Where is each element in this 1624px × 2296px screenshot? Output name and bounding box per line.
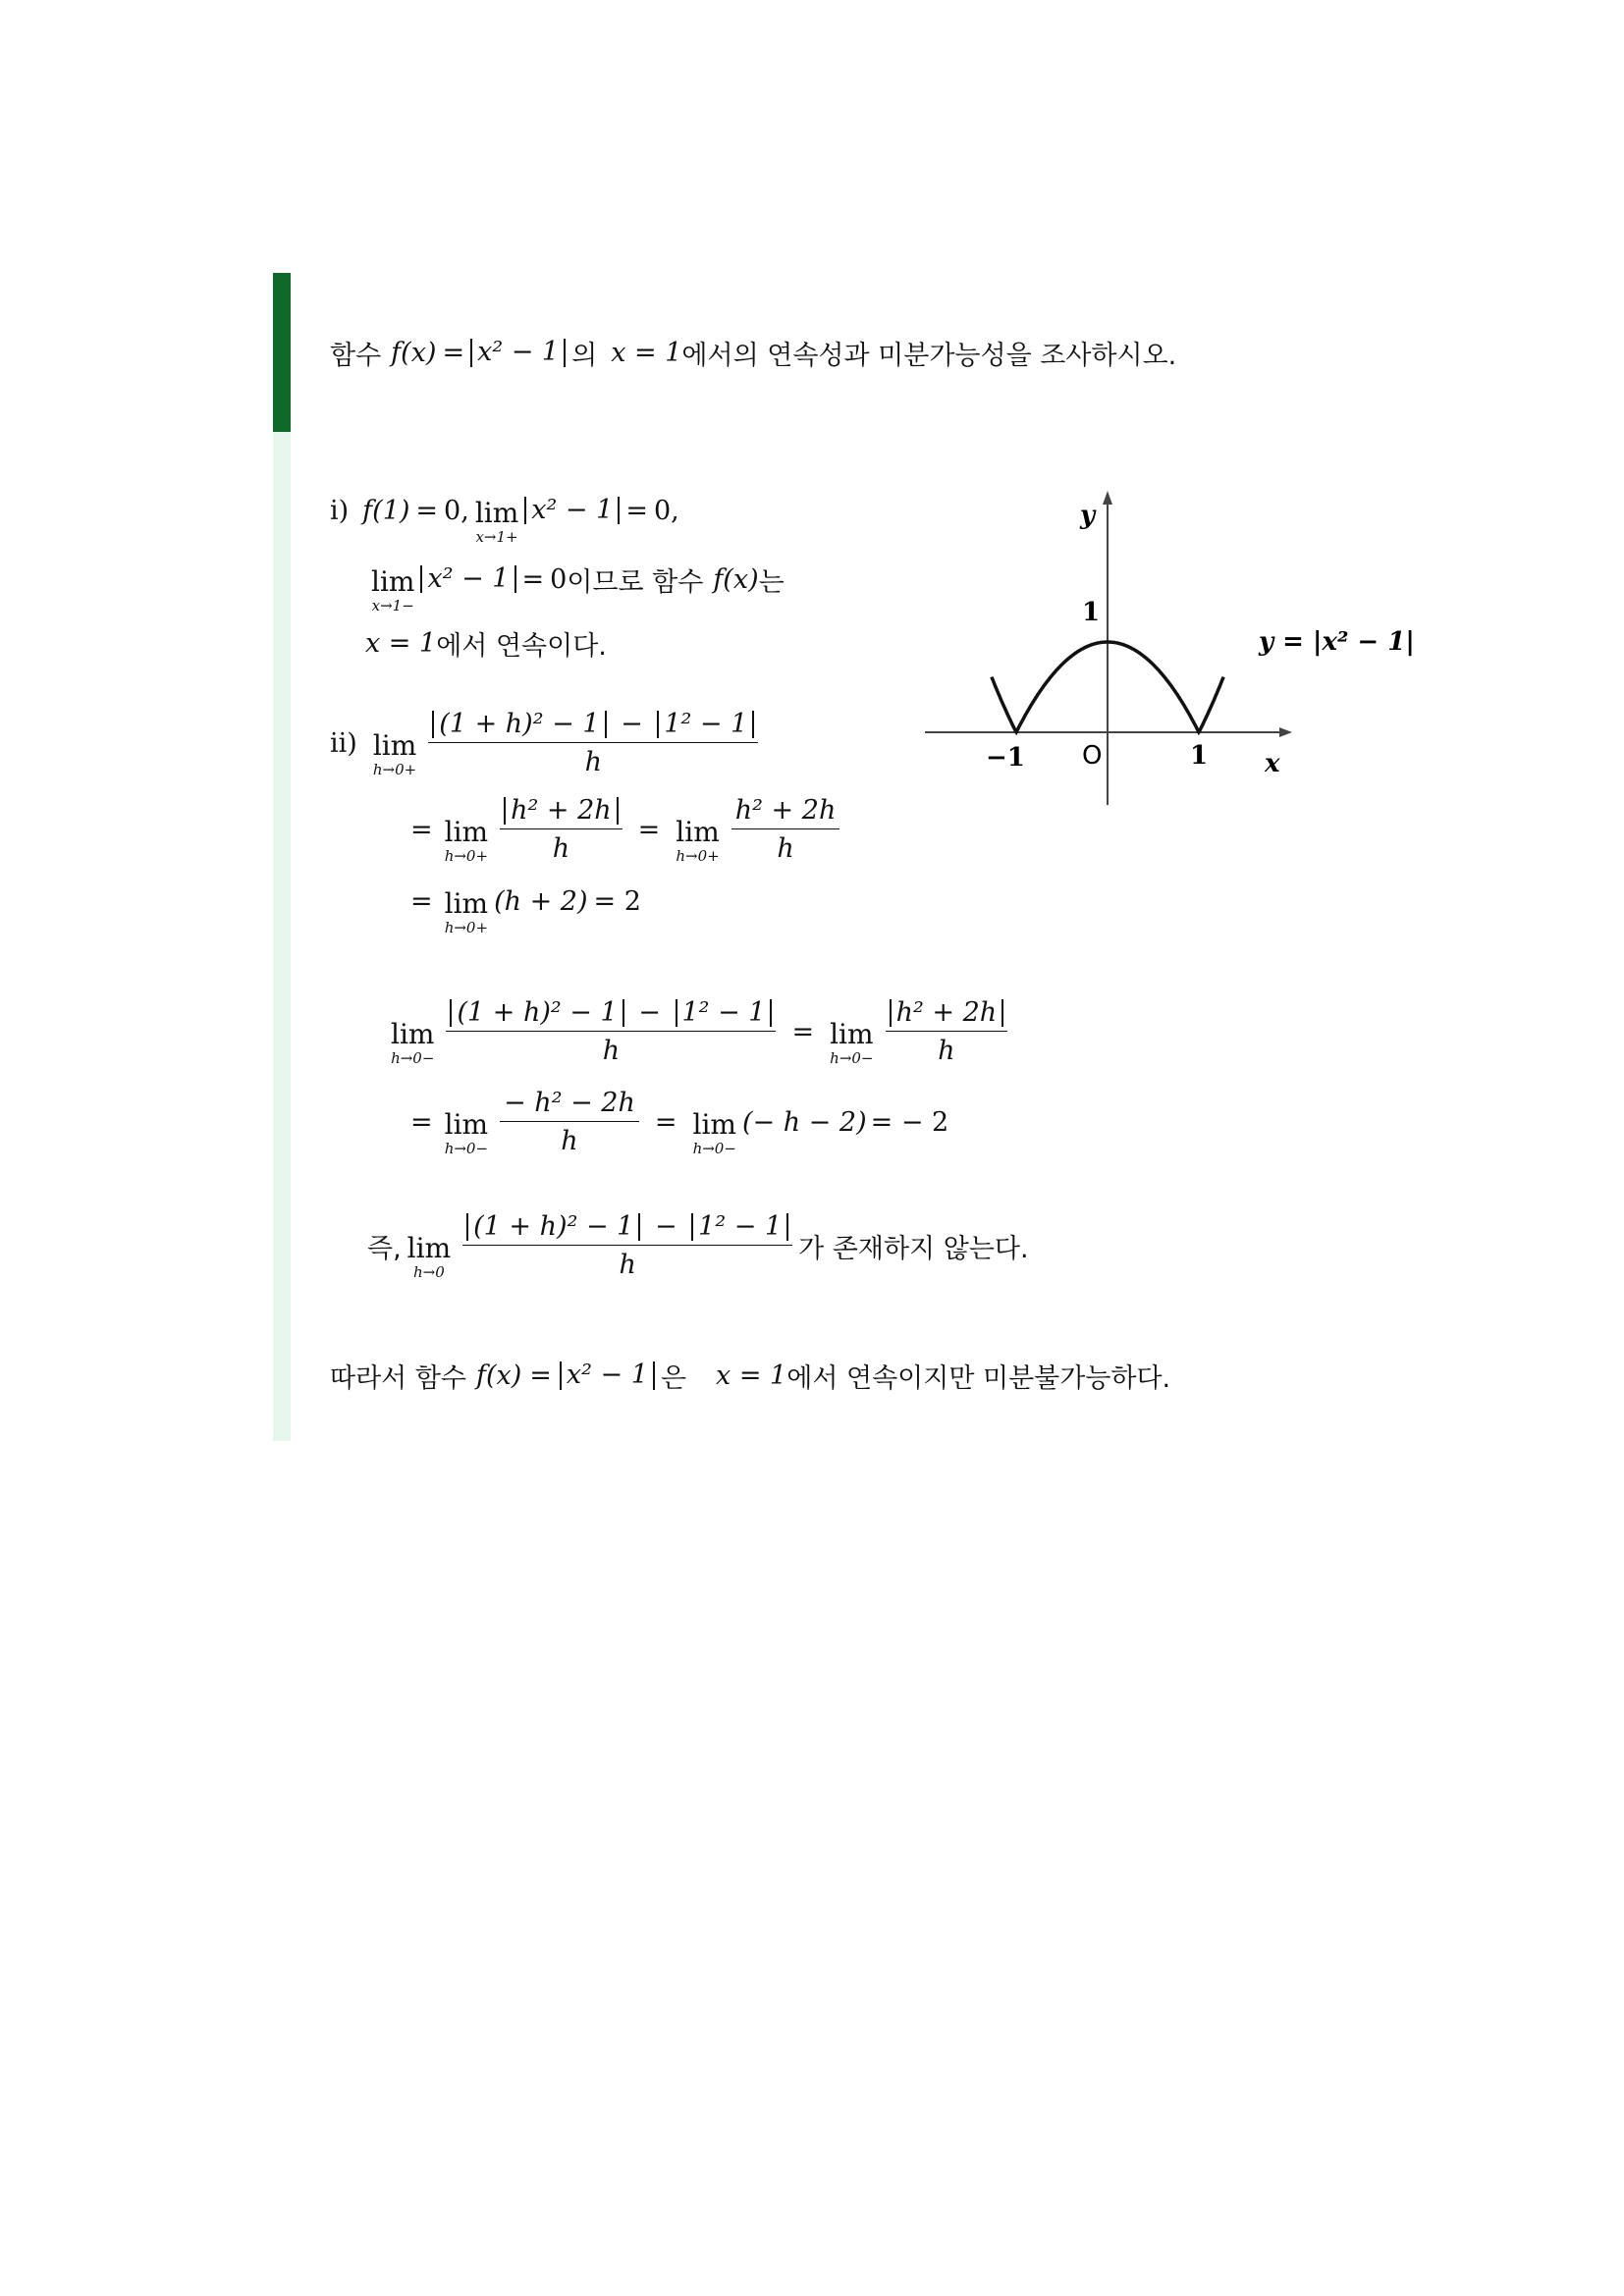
eq: =: [410, 1106, 433, 1138]
step1-fx: f(x): [713, 563, 759, 595]
conclusion-eq: =: [529, 1361, 552, 1391]
r-value: = 2: [593, 885, 641, 917]
function-graph: [913, 481, 1424, 815]
lim-sub: x→1+: [475, 528, 518, 546]
den: h: [584, 747, 602, 777]
lim-right: [445, 818, 488, 865]
num-abs1: (1 + h)² − 1: [450, 999, 623, 1027]
frac-left: [500, 1088, 639, 1156]
num-minus: −: [638, 997, 661, 1028]
origin-label: O: [1082, 741, 1103, 771]
question-pre: 함수: [330, 341, 382, 371]
step2-right-line2: [410, 795, 845, 864]
lim-word: lim: [692, 1108, 736, 1141]
step1-lim-right: [475, 499, 518, 546]
lim-word: lim: [372, 729, 417, 762]
lim-sub: h→0: [413, 1263, 445, 1281]
x-tick-neg1: −1: [986, 743, 1025, 773]
lim-sub: h→0+: [372, 761, 417, 778]
step2-left-line2: [410, 1088, 948, 1156]
lim-right: [676, 818, 719, 865]
r-expr: (h + 2): [494, 885, 588, 917]
step2-right-line3: [410, 878, 641, 936]
eq: =: [637, 814, 661, 845]
lim-sub: h→0−: [391, 1049, 435, 1067]
lim-sub: x→1−: [371, 597, 414, 614]
r-num2: h² + 2h: [731, 795, 840, 829]
question-particle: 의: [571, 341, 598, 371]
question-accent-bar: [273, 273, 291, 432]
step2-conclusion-line: [367, 1211, 1029, 1280]
step1-line3: [365, 624, 607, 663]
conclusion-fx: f(x): [476, 1361, 522, 1391]
step1-f1: f(1): [362, 495, 410, 526]
step2-lim-right: [373, 731, 416, 778]
step1-label: i): [330, 495, 350, 526]
conclusion-text: 에서 연속이지만 미분불가능하다.: [786, 1363, 1171, 1394]
num-abs2: 1² − 1: [657, 711, 754, 738]
solution-accent-bar: [273, 432, 291, 1441]
den: h: [602, 1036, 621, 1066]
step1-f1-value: 0,: [444, 495, 469, 526]
l-value: = − 2: [870, 1106, 949, 1138]
step1-fx-particle: 는: [758, 566, 785, 598]
step1-line1: [330, 487, 679, 546]
lim-word: lim: [444, 887, 489, 920]
lim-sub: h→0+: [676, 847, 720, 865]
lim-right: [445, 889, 488, 936]
curve-label: y = |x² − 1|: [1259, 627, 1415, 657]
lim-word: lim: [391, 1018, 435, 1050]
question-point: x = 1: [611, 338, 682, 368]
frac-abs: [886, 997, 1008, 1066]
num-minus: −: [654, 1211, 677, 1242]
l-abs: h² + 2h: [890, 999, 1004, 1027]
question-text: 에서의 연속성과 미분가능성을 조사하시오.: [681, 341, 1177, 371]
step1-concl-text: 에서 연속이다.: [436, 631, 607, 662]
lim-left: [445, 1110, 488, 1157]
step1-eq: =: [415, 495, 439, 526]
step1-abs-left: x² − 1: [420, 565, 515, 593]
x-axis-label: x: [1265, 749, 1280, 778]
lim-left: [830, 1020, 873, 1067]
den: h: [552, 833, 570, 864]
den: h: [619, 1250, 636, 1280]
conclusion-pre: 따라서 함수: [330, 1363, 466, 1394]
lim-word: lim: [474, 497, 519, 529]
step1-left-value: 0: [550, 563, 568, 595]
difference-quotient: [446, 997, 776, 1066]
eq: =: [791, 1016, 815, 1047]
difference-quotient: [428, 709, 758, 777]
lim-word: lim: [676, 816, 720, 848]
lim-sub: h→0+: [444, 847, 489, 865]
lim-left: [693, 1110, 736, 1157]
conclusion-particle: 은: [660, 1363, 687, 1394]
question-line: [330, 334, 1176, 372]
lim-sub: h→0−: [830, 1049, 874, 1067]
num-minus: −: [621, 709, 643, 739]
step2-right-line1: [330, 709, 764, 777]
lim-word: lim: [406, 1232, 452, 1264]
lim-left: [391, 1020, 434, 1067]
lim-sub: h→0−: [444, 1140, 489, 1157]
step1-lim-left: [371, 567, 414, 614]
step2-label: ii): [330, 727, 357, 759]
den: h: [777, 833, 794, 864]
step2-left-line1: [385, 997, 1013, 1066]
lim-word: lim: [444, 1108, 489, 1141]
step1-eq3: =: [521, 563, 545, 595]
eq: =: [654, 1106, 677, 1138]
lim-word: lim: [830, 1018, 874, 1050]
num-abs1: (1 + h)² − 1: [432, 711, 606, 738]
frac-abs: [500, 795, 623, 864]
lim-sub: h→0−: [692, 1140, 736, 1157]
step1-right-value: 0,: [653, 495, 679, 526]
step1-line2: [365, 556, 785, 614]
conclusion-abs: x² − 1: [560, 1362, 655, 1389]
y-tick-1: 1: [1082, 598, 1101, 627]
concl-pre: 즉,: [367, 1233, 402, 1264]
question-eq: =: [442, 338, 465, 368]
conclusion-point: x = 1: [716, 1361, 787, 1391]
question-abs: x² − 1: [470, 339, 566, 366]
step1-concl-point: x = 1: [365, 628, 437, 659]
den: h: [561, 1126, 578, 1156]
y-axis-label: y: [1080, 501, 1096, 530]
final-conclusion-line: [330, 1357, 1170, 1395]
lim-word: lim: [371, 565, 415, 598]
x-tick-pos1: 1: [1190, 741, 1209, 771]
concl-text: 가 존재하지 않는다.: [798, 1233, 1029, 1264]
l-num: − h² − 2h: [500, 1088, 639, 1122]
question-function: f(x): [391, 338, 437, 368]
y-axis-arrow: [1103, 491, 1112, 505]
step1-abs-right: x² − 1: [524, 497, 620, 524]
eq: =: [410, 885, 433, 917]
lim-sub: h→0+: [444, 919, 489, 936]
l-expr: (− h − 2): [741, 1106, 867, 1138]
frac-plain: [731, 795, 840, 864]
lim-both: [407, 1234, 451, 1281]
r-abs: h² + 2h: [504, 797, 619, 825]
lim-word: lim: [444, 816, 489, 848]
x-axis-arrow: [1279, 727, 1292, 737]
den: h: [938, 1036, 955, 1066]
difference-quotient: [462, 1211, 792, 1280]
num-abs2: 1² − 1: [676, 999, 773, 1027]
num-abs1: (1 + h)² − 1: [466, 1213, 640, 1241]
num-abs2: 1² − 1: [691, 1213, 788, 1241]
step1-left-text: 이므로 함수: [567, 566, 704, 598]
step1-eq2: =: [625, 495, 648, 526]
eq: =: [410, 814, 433, 845]
